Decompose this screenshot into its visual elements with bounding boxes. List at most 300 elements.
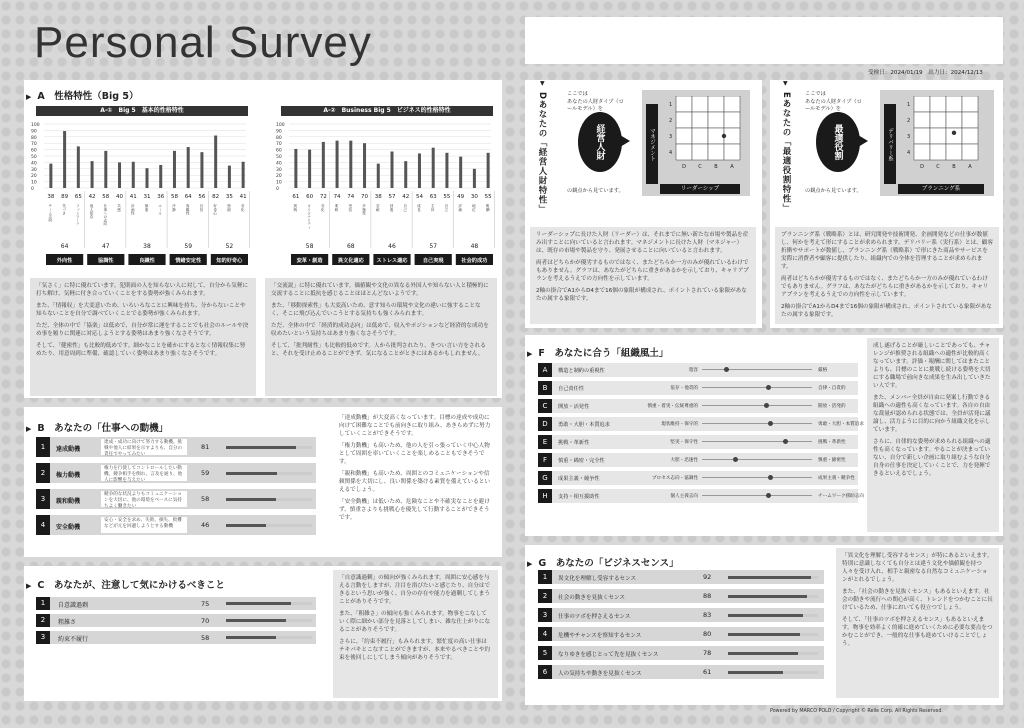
f-para: また、メンバー全員が自由に発案し行動できる組織への適性も高くなっています。各自の自由な裁量が認められる状態では、全員が活発に議論し、活力ように目的に向かう組織文化を示しています。	[873, 395, 991, 433]
grid-cell	[708, 112, 724, 128]
a2-para: そして、「批判耐性」も比較的低めです。人から批判されたり、きつい言い方をされると、それを受け止めることができず、気になることがときにはあるかもしれません。	[271, 343, 486, 357]
bar-item-label: 共感	[117, 204, 122, 212]
big5-head-right: A-② Business Big 5 ビジネス的性格特性	[281, 106, 493, 116]
section-d-arrow: ▼	[540, 80, 545, 87]
motiv-desc: 競争的な状況よりもコミュニケーションを大切に、他の環境をベースに気持ちよく働きたい	[101, 491, 187, 507]
big5-chart-left	[30, 118, 252, 268]
bar	[473, 169, 476, 188]
bar-item-label: フットワーク	[76, 204, 81, 226]
culture-left: プロセス志向・協調性	[652, 476, 698, 481]
y-tick: 20	[276, 174, 282, 180]
e-para: 2軸の掛合でA1からD4まで16個の象限が構成され、ポイントされている象限があなたの属する象限です。	[781, 304, 992, 318]
culture-marker	[766, 385, 771, 390]
sense-fill	[728, 633, 800, 636]
motiv-value: 81	[201, 443, 210, 451]
text-f	[867, 338, 999, 532]
group-total: 68	[346, 243, 355, 250]
bar	[308, 150, 311, 188]
group-total: 48	[470, 243, 479, 250]
category-label: ストレス適応	[376, 258, 408, 264]
motiv-desc: 達成・成功に向けて努力する動機。挑戦や他人に結果を示すよりも、自分の責任でやってみたい	[101, 439, 187, 455]
bar	[404, 161, 407, 188]
sense-value: 61	[703, 668, 712, 676]
category-label: 良識性	[139, 258, 155, 264]
bar-item-label: チーム志向	[48, 204, 53, 222]
bar-value: 54	[415, 194, 423, 200]
bar	[445, 153, 448, 188]
y-tick: 50	[276, 155, 282, 160]
culture-track	[702, 441, 812, 442]
bar-value: 58	[170, 194, 178, 200]
category-label: 変革・創造	[296, 258, 323, 264]
c-para: さらに、「約束不履行」もみられます。繁忙度の高い仕事はテキパキとこなすことができますが、本来やるべきことや約束を後回しにしてしまう傾向がありそうです。	[339, 639, 491, 661]
e-para: 両者はどちらかが優劣するものではなく、またどちらか一方のみが優れているわけでもありません。グラフは、あなたがどちらに重きがあるかを示しており、キャリアプランを考えるうえでの方向性を示しています。	[781, 276, 989, 298]
bar-value: 40	[116, 194, 124, 200]
bar-item-label: 変化	[321, 204, 326, 212]
y-tick: 20	[31, 174, 37, 180]
motiv-track	[226, 472, 312, 475]
bar-value: 56	[198, 194, 206, 200]
culture-letter: D	[538, 417, 552, 431]
meta-dates	[868, 68, 983, 76]
culture-letter: H	[538, 489, 552, 503]
culture-label: 慎重・綿密・完全性	[558, 458, 605, 464]
caution-value: 70	[201, 617, 210, 625]
group-total: 52	[225, 243, 234, 250]
sense-label: なりゆきを感じとって先を見抜くセンス	[558, 652, 659, 658]
culture-letter: G	[538, 471, 552, 485]
section-f-title: ▶ F あなたに合う「組織風土」	[527, 348, 669, 359]
sense-label: 人の気持ちや動きを見抜くセンス	[558, 671, 642, 677]
grid-cell	[724, 112, 740, 128]
sense-fill	[728, 652, 798, 655]
y-tick: 40	[276, 161, 282, 167]
grid-cell	[962, 96, 978, 112]
culture-label: 構造と制約の重視性	[558, 368, 605, 374]
grid-cell	[724, 144, 740, 160]
caution-value: 58	[201, 634, 210, 642]
culture-track	[702, 495, 812, 496]
bar	[63, 131, 66, 188]
culture-label: 成果主義・競争性	[558, 476, 600, 482]
caution-fill	[226, 636, 276, 639]
d-sub: あなたの人財タイプ（ロールモデル）を	[567, 99, 624, 112]
caution-number: 3	[36, 631, 50, 644]
bar-item-label: 他人依存	[90, 204, 95, 219]
bar	[173, 151, 176, 188]
motiv-number: 4	[36, 515, 50, 535]
bar-value: 41	[129, 194, 137, 200]
bar	[242, 162, 245, 188]
text-a-right	[265, 278, 497, 396]
motiv-label: 安全動機	[56, 524, 81, 531]
category-label: 外向性	[56, 258, 73, 264]
grid-cell	[676, 96, 692, 112]
bar	[146, 168, 149, 188]
bar-value: 58	[102, 194, 110, 200]
bar-item-label: 冷静	[172, 204, 177, 212]
bar	[187, 147, 190, 188]
caution-fill	[226, 602, 291, 605]
motiv-track	[226, 446, 312, 449]
sense-fill	[728, 614, 803, 617]
received-date: 受検日：2024/01/19	[868, 70, 923, 76]
sense-track	[728, 633, 818, 636]
caution-number: 2	[36, 614, 50, 627]
culture-right: 自律・自責的	[818, 386, 846, 391]
y-tick: 0	[276, 187, 279, 192]
e-post: の観点から見ています。	[805, 188, 862, 194]
caution-track	[226, 602, 312, 605]
g-para: また、「社会の動きを見抜くセンス」もあるといえます。社会の動きや流行への関心が高く、トレンドをつかむことに長けているため、仕事においても役立つでしょう。	[842, 589, 993, 611]
bar	[49, 164, 52, 188]
bar-item-label: 成長	[417, 204, 422, 212]
a1-para: 「気さく」に特に優れています。犯則面の人を知らない人に対して、自分から気軽に打ち解け、気軽に付き合っていくことをする姿勢が強くみられます。	[36, 283, 249, 297]
bar	[349, 141, 352, 188]
bar-value: 63	[429, 194, 437, 200]
caution-track	[226, 636, 312, 639]
bar-value: 41	[239, 194, 247, 200]
caution-value: 75	[201, 600, 210, 608]
y-tick: 50	[31, 155, 37, 160]
motiv-fill	[226, 472, 277, 475]
culture-left: 依存・他責的	[670, 386, 698, 391]
bar	[118, 162, 121, 188]
grid-cell	[692, 112, 708, 128]
bar	[132, 162, 135, 188]
y-tick: 40	[31, 161, 37, 167]
grid-cell	[914, 112, 930, 128]
bar-item-label: 主体	[431, 204, 436, 212]
culture-label: 開放・活発性	[558, 404, 590, 410]
bar-item-label: 慎重	[145, 204, 149, 212]
bar-value: 72	[319, 194, 327, 200]
bar-value: 89	[61, 194, 69, 200]
sense-value: 80	[703, 630, 712, 638]
culture-track	[702, 423, 812, 424]
y-tick: 10	[276, 180, 282, 186]
f-para: さらに、自律的な姿勢が求められる組織への適性も高くなっています。やることが決まっていない、自分で新しい企画に取り組むような自分自身の仕事を決定していくことで、力を発揮できるといえるでしょう。	[873, 439, 991, 477]
bar	[228, 166, 231, 188]
section-c-title: ▶ C あなたが、注意して気にかけるべきこと	[26, 580, 225, 591]
culture-label: 勇敢・大胆・本質追求	[558, 422, 610, 428]
grid-cell	[724, 128, 740, 144]
bar	[377, 164, 380, 188]
grid-col-label: B	[952, 164, 956, 170]
bar-item-label: 客観性	[186, 204, 191, 215]
output-date: 出力日：2024/12/13	[928, 70, 983, 76]
bar-value: 31	[143, 194, 151, 200]
culture-left: 寛容	[688, 368, 698, 373]
group-total: 58	[305, 243, 314, 250]
bar-item-label: 回復	[390, 204, 394, 212]
e-sub: あなたの人財タイプ（ロールモデル）を	[805, 99, 862, 112]
grid-cell	[930, 128, 946, 144]
bar-item-label: 独創	[227, 204, 232, 212]
motiv-track	[226, 498, 312, 501]
bar-item-label: 挑戦	[293, 204, 298, 212]
text-c	[333, 570, 498, 698]
bar-value: 74	[347, 194, 355, 200]
bar-item-label: 自己	[403, 204, 408, 212]
a1-para: ただ、全体の中で「協楽」は低めで、自分が常に運をすることでも社会のルールや決め事を頻りに関連に対応しようとする姿勢はあまり強くなさそうです。	[36, 323, 249, 337]
d-bubble: 経営人財	[578, 112, 622, 172]
d-bubble-tip	[620, 135, 630, 147]
e-xaxis: プランニング系	[898, 184, 984, 194]
bar-item-label: 地位	[472, 204, 477, 212]
bar	[391, 152, 394, 188]
y-tick: 60	[31, 148, 37, 154]
bar-item-label: 忍耐	[376, 204, 381, 212]
sense-fill	[728, 595, 807, 598]
y-tick: 70	[31, 142, 37, 148]
bar-value: 30	[470, 194, 478, 200]
motiv-label: 親和動機	[56, 498, 81, 505]
category-label: 自己実現	[422, 258, 444, 264]
grid-row-label: 2	[907, 118, 911, 124]
caution-label: 粗雑さ	[58, 619, 77, 626]
bar-item-label: オリジナリティ	[307, 204, 312, 230]
section-g-title: ▶ G あなたの「ビジネスセンス」	[527, 558, 679, 569]
culture-track	[702, 405, 812, 406]
culture-left: 大胆・迅速性	[670, 458, 698, 463]
sense-fill	[728, 671, 783, 674]
motiv-label: 権力動機	[56, 472, 81, 479]
d-para: リーダーシップに長けた人財（リーダー）は、それまでに無い新たな市場や製品を産み出すことに向いていると言われます。マネジメントに長けた人財（マネジャー）は、既存の市場や製品を守り、発展させることに向いていると言われます。	[536, 232, 749, 254]
sense-track	[728, 595, 818, 598]
y-tick: 90	[31, 129, 37, 135]
culture-right: 開放・活発的	[818, 404, 846, 409]
motiv-fill	[226, 498, 276, 501]
sense-label: 仕事のツボを押さえるセンス	[558, 614, 631, 620]
culture-right: チームワーク援助志向	[818, 494, 864, 499]
bar	[104, 151, 107, 188]
culture-track	[702, 369, 812, 370]
culture-marker	[764, 403, 769, 408]
a1-para: また、「情報収」を大変意いため、いろいろなことに興味を持ち、分からないことや知らないことを自分で調べていくことでる姿勢が強くみられます。	[36, 303, 246, 317]
section-e-title: Eあなたの「最適役割特性」	[781, 92, 791, 213]
culture-right: 挑戦・革新性	[818, 440, 846, 445]
culture-letter: C	[538, 399, 552, 413]
bar-item-label: 報酬	[486, 204, 491, 212]
caution-label: 約束不履行	[58, 636, 89, 643]
bar	[294, 149, 297, 188]
culture-marker	[733, 457, 738, 462]
grid-col-label: D	[682, 164, 686, 170]
grid-cell	[946, 128, 962, 144]
bar-value: 42	[88, 194, 96, 200]
motiv-value: 58	[201, 495, 210, 503]
sense-track	[728, 614, 818, 617]
motiv-number: 1	[36, 437, 50, 457]
grid-row-label: 2	[669, 118, 673, 124]
y-tick: 90	[276, 129, 282, 135]
motiv-label: 達成動機	[56, 446, 81, 453]
bar-value: 70	[361, 194, 369, 200]
section-b-label: B あなたの「仕事への動機」	[37, 423, 169, 434]
c-para: 「自意識過剰」の傾向が強くみられます。周囲に安心感を与える言動をしますが、注目を浴びたいと感じたり、自分はできるという思いが強く、自分の存在や能力を過剰してしまうことがありそうです。	[339, 575, 491, 605]
y-tick: 80	[276, 135, 282, 141]
grid-cell	[946, 144, 962, 160]
grid-cell	[708, 96, 724, 112]
grid-col-label: B	[714, 164, 718, 170]
group-total: 59	[184, 243, 193, 250]
y-tick: 80	[31, 135, 37, 141]
text-e	[775, 227, 999, 324]
b-para: 「権力動機」も高いため、他の人を引っ張っていく中心人物として周囲を率いていくことを楽しめることもできそうです。	[339, 443, 490, 465]
g-para: 「異文化を理解し受容するセンス」が特にあるといえます。特別に意識しなくても自分とは違う文化や価値観を持つ人々を受け入れ、相手と親密なる自然なコミュニケーションがとれるでしょう。	[842, 553, 993, 583]
grid-row-label: 1	[907, 102, 911, 108]
culture-letter: F	[538, 453, 552, 467]
section-g-label: G あなたの「ビジネスセンス」	[538, 558, 679, 569]
sense-value: 78	[703, 649, 712, 657]
grid-cell	[914, 96, 930, 112]
bar-value: 61	[292, 194, 300, 200]
culture-letter: B	[538, 381, 552, 395]
bar-value: 55	[443, 194, 451, 200]
group-total: 57	[429, 243, 438, 250]
grid-cell	[708, 128, 724, 144]
bar-value: 55	[484, 194, 492, 200]
bar	[432, 148, 435, 188]
grid-cell	[676, 144, 692, 160]
bar-item-label: 気づき	[62, 204, 67, 215]
group-total: 47	[101, 243, 110, 250]
section-a-label: A 性格特性（Big 5）	[37, 91, 139, 102]
section-c-label: C あなたが、注意して気にかけるべきこと	[37, 580, 225, 591]
category-label: 異文化適応	[337, 258, 364, 264]
e-pre: ここでは	[805, 91, 826, 97]
bar	[322, 142, 325, 188]
sense-number: 6	[538, 665, 552, 679]
grid-cell	[962, 144, 978, 160]
bar-item-label: ルール	[158, 204, 163, 215]
b-para: 「安全動機」は低いため、危険なことや不確実なことを避けず、慎重さよりも挑戦心を優先して行動することができそうです。	[339, 499, 490, 521]
a2-para: また、「移動探索性」も大変高いため、意す知らの環境や文化の違いに強することなく、そこに飛び込んでいこうとする気持ちも強くみられます。	[271, 303, 481, 317]
bar	[459, 157, 462, 188]
section-d-title: Dあなたの「経営人財特性」	[537, 92, 547, 215]
caution-number: 1	[36, 597, 50, 610]
culture-label: 支持・相互援助性	[558, 494, 600, 500]
sense-label: 異文化を理解し受容するセンス	[558, 576, 637, 582]
category-label: 協調性	[98, 258, 114, 264]
bar-item-label: 自信	[199, 204, 204, 212]
grid-cell	[692, 128, 708, 144]
bar-value: 60	[306, 194, 314, 200]
d-para: 両者はどちらかが優劣するものではなく、またどちらか一方のみが優れているわけでもありません。グラフは、あなたがどちらに重きがあるかを示しており、キャリアプランを考えるうえでの方向性を示しています。	[536, 260, 749, 282]
y-tick: 100	[31, 123, 40, 128]
big5-chart-right	[275, 118, 497, 268]
sense-number: 3	[538, 608, 552, 622]
page-title: Personal Survey	[34, 18, 372, 67]
e-yaxis: デリバリー系	[884, 104, 896, 184]
grid-cell	[914, 144, 930, 160]
grid-col-label: A	[968, 164, 972, 170]
section-f-label: F あなたに合う「組織風土」	[538, 348, 669, 359]
e-para: プランニング系（戦略系）とは、研究開発や技術開発、企画開発などの仕事が数値し、何かを考えて形にすることが求められます。デリバリー系（実行系）とは、顧客折衝やサポートが数値し、プランニング系（戦略系）で形にきた商品やサービスを実際に消費者や顧客に提供したり、組織内での全体を管理することが求められます。	[781, 232, 993, 270]
bar-value: 36	[157, 194, 165, 200]
sense-number: 4	[538, 627, 552, 641]
motiv-fill	[226, 524, 266, 527]
sense-number: 2	[538, 589, 552, 603]
e-grid	[906, 96, 986, 178]
text-g	[836, 548, 999, 698]
big5-head-left: A-① Big 5 基本的性格特性	[36, 106, 248, 116]
grid-cell	[724, 96, 740, 112]
bar	[159, 165, 162, 188]
bar-value: 49	[457, 194, 465, 200]
grid-cell	[930, 96, 946, 112]
grid-cell	[692, 96, 708, 112]
motiv-value: 59	[201, 469, 210, 477]
motiv-fill	[226, 446, 296, 449]
text-a-left	[30, 278, 256, 396]
group-total: 38	[143, 243, 151, 250]
culture-label: 挑戦・革新性	[558, 440, 590, 446]
g-para: そして、「仕事のツボを押さえるセンス」もあるといえます。物事を効率よく的確に進めていくために必要な要点をつかむことができ、一般的な仕事も進めていけることでしょう。	[842, 617, 993, 647]
bar-value: 65	[74, 194, 82, 200]
culture-track	[702, 477, 812, 478]
category-label: 社会的成功	[461, 258, 488, 264]
culture-left: 堅実・保守性	[670, 440, 698, 445]
bar	[77, 146, 80, 188]
culture-left: 慎重・着実・伝統尊重的	[647, 404, 698, 409]
bar-item-label: 変化	[241, 204, 246, 212]
grid-col-label: A	[730, 164, 734, 170]
bar	[91, 161, 94, 188]
bar	[418, 153, 421, 188]
bar-value: 38	[47, 194, 55, 200]
d-xaxis: リーダーシップ	[660, 184, 740, 194]
culture-track	[702, 387, 812, 388]
section-e-arrow: ▼	[783, 80, 788, 87]
group-total: 46	[388, 243, 396, 250]
bar-item-label: 計画性	[131, 204, 136, 215]
c-para: また、「粗雑さ」の傾向も強くみられます。物事をこなしていく際に細かい部分を見落としてしまい、雑な仕上がりになることがありそうです。	[339, 611, 491, 633]
e-bubble: 最適役割	[816, 112, 860, 172]
grid-cell	[946, 96, 962, 112]
sense-number: 5	[538, 646, 552, 660]
d-grid	[668, 96, 746, 178]
a1-para: そして、「健密性」も比較的低めです。細かなことを確かにするとなく情報収集に努めたり、用意周到に準備、確認していく姿勢はあまり強くなさそうです。	[36, 343, 246, 357]
category-label: 知的好奇心	[216, 258, 243, 264]
b-para: 「達成動機」が大変高くなっています。目標の達成や成功に向けて困難なことでも前向きに取り組み、あきらめずに努力していくことができそうです。	[339, 415, 491, 437]
grid-cell	[708, 144, 724, 160]
sense-value: 92	[703, 573, 712, 581]
bar	[363, 143, 366, 188]
f-para: 成し遂げることが厳しいことであっても、チャレンジが推奨される組織への適性が比較的高くなっています。評価・報酬に関してはまたことよりも、目標のことに挑戦し続ける姿勢を大切にする職場で前向きな成果を生み出していきたい人です。	[873, 343, 991, 389]
bar-item-label: 評価	[458, 204, 463, 212]
culture-marker	[783, 439, 788, 444]
sense-value: 83	[703, 611, 712, 619]
a2-para: 「交流説」に特に優れています。価値観や文化の異なる外国人や知らない人と積極的に交流することに抵抗を感じることはほとんどないようです。	[271, 283, 489, 297]
caution-track	[226, 619, 312, 622]
group-total: 64	[60, 243, 69, 250]
grid-cell	[930, 112, 946, 128]
culture-letter: E	[538, 435, 552, 449]
grid-cell	[914, 128, 930, 144]
bar-item-label: 好奇心	[213, 204, 218, 215]
grid-cell	[692, 144, 708, 160]
text-b	[333, 410, 498, 554]
bar-item-label: 柔軟	[335, 204, 340, 212]
grid-cell	[962, 112, 978, 128]
culture-right: 厳格	[818, 368, 828, 373]
grid-row-label: 1	[669, 102, 673, 108]
grid-cell	[676, 112, 692, 128]
grid-col-label: D	[920, 164, 924, 170]
grid-cell	[676, 128, 692, 144]
